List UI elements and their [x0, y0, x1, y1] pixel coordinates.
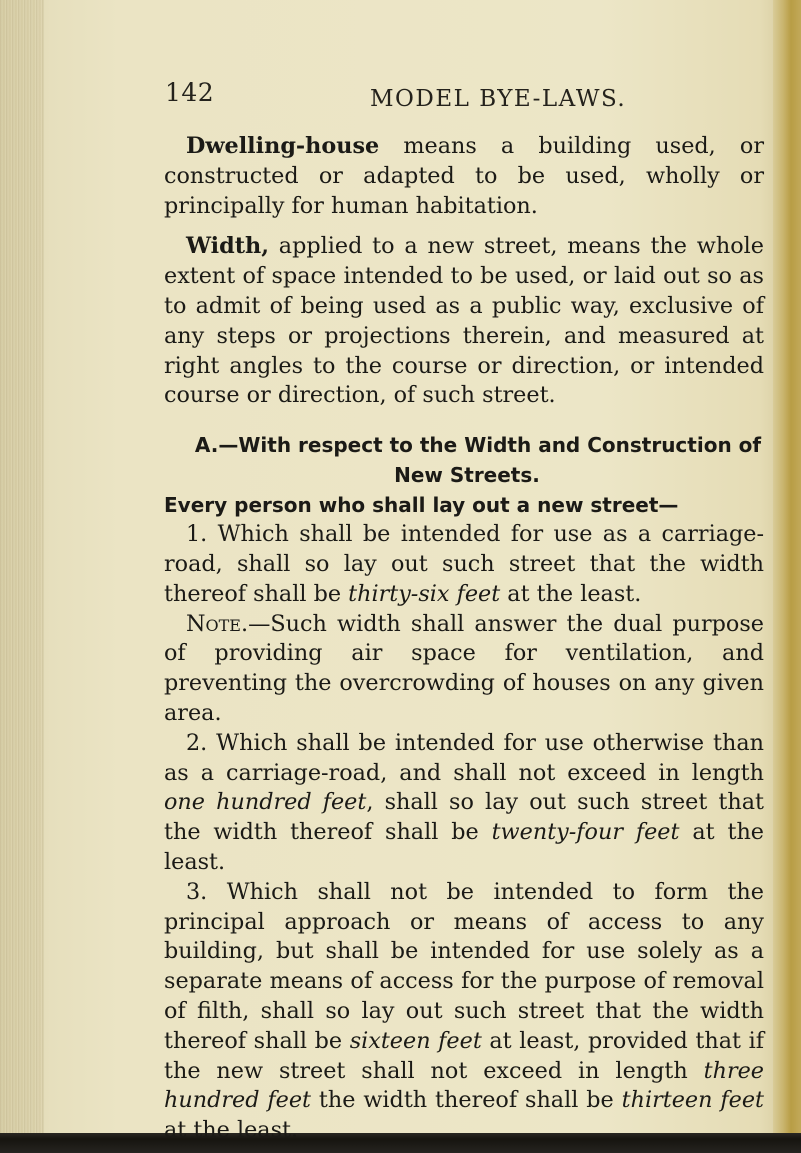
definition-term: Dwelling-house — [186, 133, 380, 159]
page-number: 142 — [165, 78, 215, 107]
note-paragraph: Note.—Such width shall answer the dual purpose of providing air space for ventilation, and preventing the overcrowding of houses on any given area. — [164, 610, 764, 726]
lead-sentence: Every person who shall lay out a new street— — [164, 493, 679, 518]
clause-1: 1. Which shall be intended for use as a carriage-road, shall so lay out such street that the width thereof shall be thirty-six feet at the least. — [164, 521, 764, 607]
clause-2: 2. Which shall be intended for use otherwise than as a carriage-road, and shall not exceed in length one hundred feet, shall so lay out such street that the width thereof shall be twenty-four feet at the least. — [164, 729, 764, 875]
definition-dwelling-house — [164, 132, 764, 221]
definition-term: Width, — [186, 233, 269, 260]
definition-width — [164, 232, 764, 411]
page-header — [165, 78, 785, 118]
definition-text: applied to a new street, means the whole extent of space intended to be used, or laid out so as to admit of being used as a public way, exclusive of any steps or projections therein, and measured at right angles to the course or direction, or intended course or direction, of such street. — [164, 233, 764, 409]
definition-text: means a building used, or constructed or adapted to be used, wholly or principally for human habitation. — [164, 133, 764, 219]
page-gutter-edges — [0, 0, 44, 1153]
running-title: MODEL BYE-LAWS. — [370, 86, 627, 112]
clause-3: 3. Which shall not be intended to form the principal approach or means of access to any building, but shall be intended for use solely as a separate means of access for the purpose of removal of filth, shall so lay out such street that the width thereof shall be sixteen feet at least, provided that if the new street shall not exceed in length three hundred feet the width thereof shall be thirteen feet at the least. — [164, 878, 764, 1144]
gilt-page-edge — [773, 0, 801, 1153]
note-label: Note — [186, 610, 241, 637]
page-body — [164, 132, 764, 1146]
section-heading: A.—With respect to the Width and Construction of New Streets. — [194, 433, 762, 488]
